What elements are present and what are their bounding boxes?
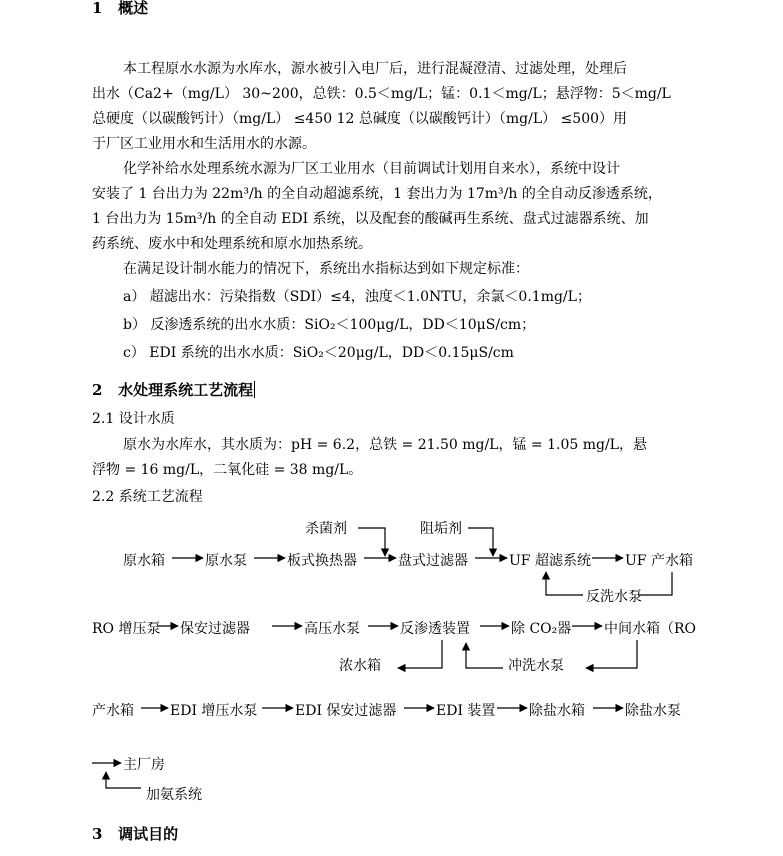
section-3-heading [92,824,178,844]
standard-item-c: c） EDI 系统的出水水质：SiO₂＜20μg/L，DD＜0.15μS/cm [123,345,514,361]
subsection-2-2-heading: 2.2 系统工艺流程 [92,489,203,505]
arrow-backwash-to-uf [546,572,583,595]
standard-item-b: b） 反渗透系统的出水水质：SiO₂＜100μg/L，DD＜10μS/cm； [123,317,536,333]
section-3-number: 3 [92,825,103,843]
arrow-flush-to-ro [466,643,503,668]
section-2-title: 水处理系统工艺流程 [118,381,254,399]
overview-p2-line4: 药系统、废水中和处理系统和原水加热系统。 [92,236,372,252]
flow-raw-pump: 原水泵 [205,553,247,569]
flow-uf-system: UF 超滤系统 [509,553,591,569]
subsection-2-1-heading: 2.1 设计水质 [92,411,175,427]
water-quality-line2: 浮物 = 16 mg/L，二氧化硅 = 38 mg/L。 [92,462,363,478]
flow-demin-pump: 除盐水泵 [625,703,681,719]
arrow-sterilizer-dose [358,528,385,556]
flow-uf-tank: UF 产水箱 [625,553,693,569]
flow-product-tank: 产水箱 [92,703,134,719]
flow-main-plant: 主厂房 [123,757,165,773]
flow-ro-booster: RO 增压泵 [92,621,161,637]
overview-p2-line3: 1 台出力为 15m³/h 的全自动 EDI 系统，以及配套的酸碱再生系统、盘式过滤器系统、加 [92,211,649,227]
flow-edi-unit: EDI 装置 [436,703,496,719]
flow-plate-heater: 板式换热器 [287,553,357,569]
flow-backwash-pump: 反洗水泵 [586,589,642,605]
water-quality-line1: 原水为水库水，其水质为：pH = 6.2，总铁 = 21.50 mg/L，锰 = 1.05 mg/L，悬 [123,437,647,453]
backwash-line-right [638,572,672,595]
overview-p3: 在满足设计制水能力的情况下，系统出水指标达到如下规定标准： [123,261,529,277]
overview-p2-line2: 安装了 1 台出力为 22m³/h 的全自动超滤系统，1 套出力为 17m³/h 的全自动反渗透系统， [92,186,662,202]
overview-p1-line1: 本工程原水水源为水库水，源水被引入电厂后，进行混凝澄清、过滤处理，处理后 [123,61,627,77]
flow-co2-remover: 除 CO₂器 [511,621,572,637]
overview-p1-line2: 出水（Ca2+（mg/L） 30~200，总铁：0.5＜mg/L；锰：0.1＜mg/L；悬浮物：5＜mg/L [92,86,671,102]
flow-hp-pump: 高压水泵 [304,621,360,637]
flow-disc-filter: 盘式过滤器 [398,553,468,569]
section-2-number: 2 [92,381,103,399]
overview-p2-line1: 化学补给水处理系统水源为厂区工业用水（目前调试计划用自来水），系统中设计 [123,161,620,177]
flow-ro-unit: 反渗透装置 [400,621,470,637]
flow-edi-booster: EDI 增压水泵 [170,703,258,719]
flow-ammonia-system: 加氨系统 [146,787,202,803]
flow-flush-pump: 冲洗水泵 [508,658,564,674]
flow-concentrate-tank: 浓水箱 [339,658,381,674]
arrow-antiscalant-dose [468,528,493,556]
flow-edi-security-filter: EDI 保安过滤器 [295,703,397,719]
arrow-mid-tank-to-flush [586,640,637,668]
flow-sterilizer: 杀菌剂 [305,521,347,537]
overview-p1-line4: 于厂区工业用水和生活用水的水源。 [92,136,316,152]
standard-item-a: a） 超滤出水：污染指数（SDI）≤4，浊度＜1.0NTU，余氯＜0.1mg/L； [123,289,591,305]
section-1-title: 概述 [118,0,149,17]
flow-antiscalant: 阻垢剂 [420,521,462,537]
flow-mid-tank: 中间水箱（RO [604,621,697,637]
arrow-ammonia-dose [106,772,141,788]
overview-p1-line3: 总硬度（以碳酸钙计）（mg/L） ≤450 12 总碱度（以碳酸钙计）（mg/L） ≤500）用 [92,111,628,127]
flow-security-filter: 保安过滤器 [180,621,250,637]
arrow-ro-to-concentrate [398,640,442,668]
section-3-title: 调试目的 [118,825,179,843]
flow-raw-tank: 原水箱 [123,553,165,569]
flow-demin-tank: 除盐水箱 [529,703,585,719]
section-1-number: 1 [92,0,103,17]
